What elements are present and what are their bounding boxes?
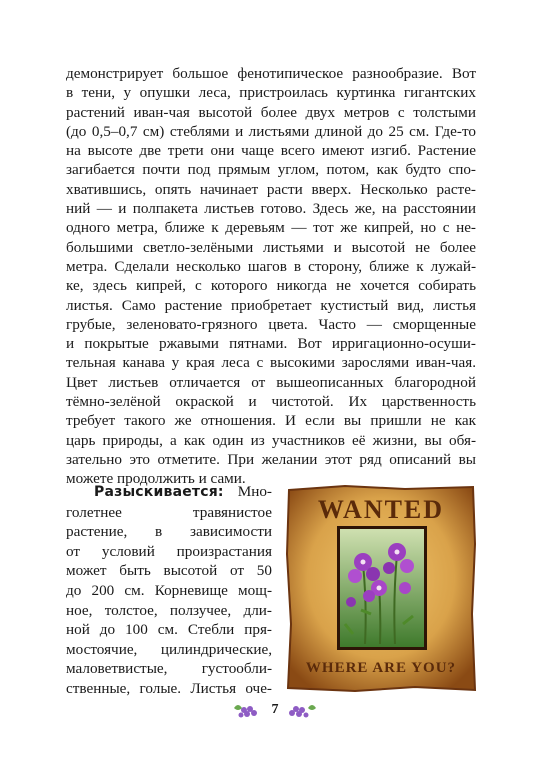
wanted-poster bbox=[285, 484, 477, 694]
column-line: ственные, голые. Листья оче- bbox=[66, 679, 272, 697]
body-line: Цвет листьев отличается от вышеописанных благородной bbox=[66, 373, 476, 391]
page-number: 7 bbox=[271, 702, 279, 717]
body-line: зательно это отметите. При желании этот ряд описаний вы bbox=[66, 450, 476, 468]
body-line: тёмно-зелёной окраской и чистотой. Их царственность bbox=[66, 393, 476, 411]
column-line: мостоячие, цилиндрические, bbox=[66, 640, 272, 658]
body-text bbox=[66, 64, 476, 489]
column-line: до 200 см. Корневище мощ- bbox=[66, 581, 272, 599]
body-line: требует такого же отношения. И если вы пришли не как bbox=[66, 412, 476, 430]
body-paragraph bbox=[66, 64, 476, 489]
column-line: ной до 100 см. Стебли пря- bbox=[66, 621, 272, 639]
column-line: растение, в зависимости bbox=[66, 523, 272, 541]
poster-caption: WHERE ARE YOU? bbox=[305, 660, 457, 676]
body-line: ке, здесь кипрей, с которого никогда не хочется собирать bbox=[66, 277, 476, 295]
body-line: и покрытые ржавыми пятнами. Вот ирригационно-осуши- bbox=[66, 335, 476, 353]
body-line: листья. Само растение приобретает кустистый вид, листья bbox=[66, 296, 476, 314]
body-line: демонстрирует большое фенотипическое разнообразие. Вот bbox=[66, 65, 476, 82]
column-first-line-rest: Мно- bbox=[223, 483, 272, 500]
body-line: метра. Сделали несколько шагов в сторону, ближе к лужай- bbox=[66, 257, 476, 275]
body-line: растений иван-чая высотой более двух метров с толстыми bbox=[66, 103, 476, 121]
body-line: царь природы, а как один из участников её жизни, вы обя- bbox=[66, 431, 476, 449]
column-line: от условий произрастания bbox=[66, 542, 272, 560]
body-line: в тени, у опушки леса, пристроилась куртинка гигантских bbox=[66, 84, 476, 102]
body-line: большими светло-зелёными листьями и высотой не более bbox=[66, 238, 476, 256]
page-footer bbox=[230, 700, 320, 724]
column-first-line bbox=[66, 482, 272, 503]
body-line: тельная канава у края леса с высокими зарослями иван-чая. bbox=[66, 354, 476, 372]
body-line: на высоте две трети они чаще всего имеют изгиб. Растение bbox=[66, 142, 476, 160]
body-line: одного метра, ближе к деревьям — тот же кипрей, но с не- bbox=[66, 219, 476, 237]
body-line: ний — и полпакета листьев готово. Здесь же, на расстоянии bbox=[66, 200, 476, 218]
column-line: маловетвистые, густообли- bbox=[66, 660, 272, 678]
poster-title: WANTED bbox=[317, 495, 445, 524]
column-lines bbox=[66, 503, 272, 699]
wanted-poster-graphic bbox=[285, 484, 477, 694]
column-line: голетнее травянистое bbox=[66, 503, 272, 521]
column-line: может быть высотой от 50 bbox=[66, 562, 272, 580]
wanted-column-text bbox=[66, 482, 272, 699]
body-line: грубые, зеленовато-грязного цвета. Часто — сморщенные bbox=[66, 315, 476, 333]
body-line: хватившись, опять начинает расти вверх. Несколько расте- bbox=[66, 180, 476, 198]
column-line: ное, толстое, ползучее, дли- bbox=[66, 601, 272, 619]
body-line: (до 0,5–0,7 см) стеблями и листьями длиной до 25 см. Где-то bbox=[66, 122, 476, 140]
column-lead: Разыскивается: bbox=[94, 484, 224, 500]
body-line: можете продолжить и сами. bbox=[66, 470, 246, 488]
body-line: загибается почти под прямым углом, потом, как будто спо- bbox=[66, 161, 476, 179]
